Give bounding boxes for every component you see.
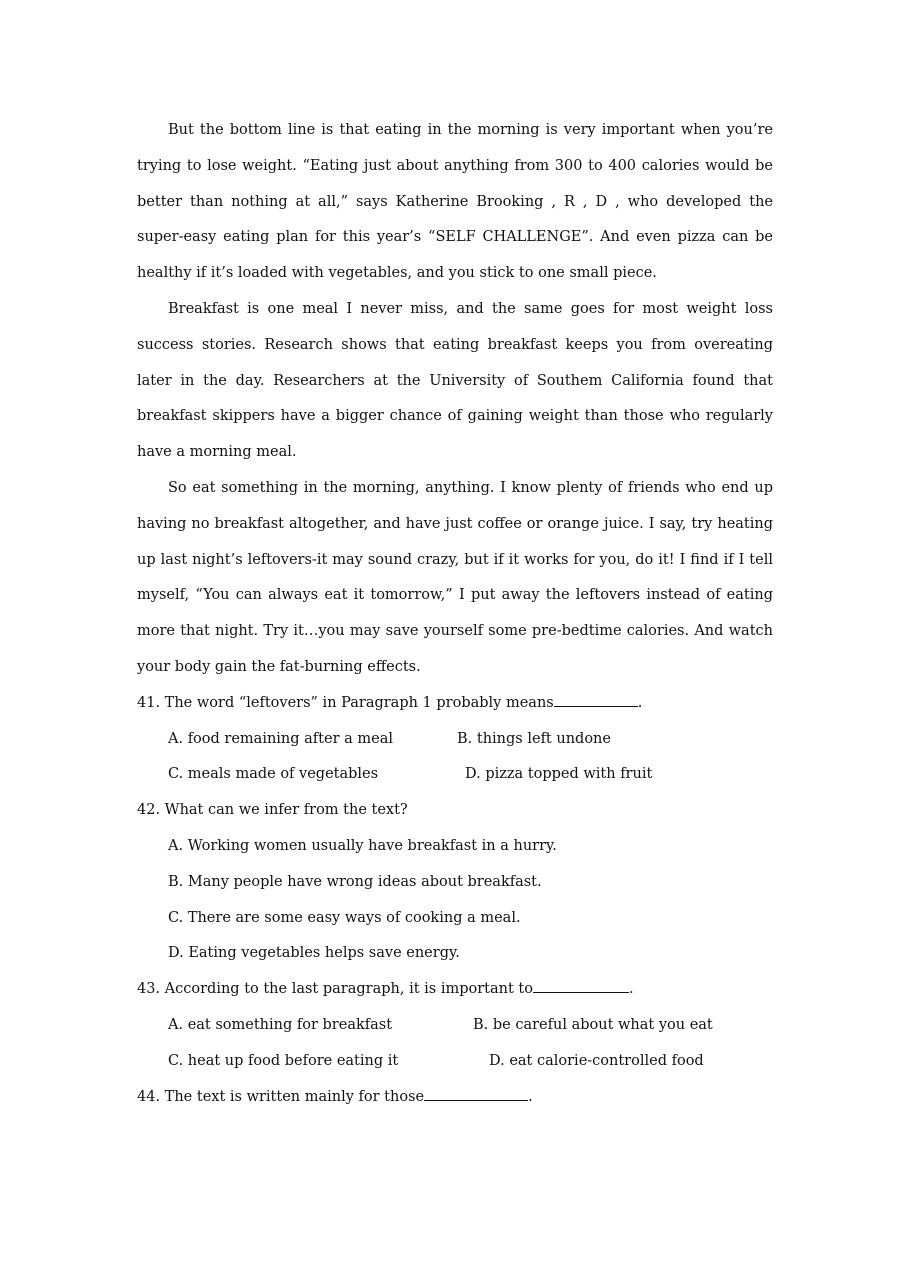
option-c: C. meals made of vegetables: [168, 766, 379, 783]
paragraph-1: But the bottom line is that eating in the morning is very important when you’re trying to lose weight. “Eating just about anything from 300 to 400 calories would be better than nothing at all,” says Katherine Brooking , R , D , who developed the super-easy eating plan for this year’s “SELF CHALLENGE”. And even pizza can be healthy if it’s loaded with vegetables, and you stick to one small piece.: [137, 122, 773, 282]
question-42-stem: 42. What can we infer from the text?: [137, 802, 408, 819]
answer-blank: [533, 978, 629, 993]
option-d: D. Eating vegetables helps save energy.: [168, 945, 460, 962]
question-42: [137, 793, 773, 829]
document-page: [137, 113, 773, 1115]
question-41: 41. The word “leftovers” in Paragraph 1 probably means .: [137, 686, 773, 722]
paragraph-3: So eat something in the morning, anything. I know plenty of friends who end up having no breakfast altogether, and have just coffee or orange juice. I say, try heating up last night’s leftovers-it may sound crazy, but if it works for you, do it! I find if I tell myself, “You can always eat it tomorrow,” I put away the leftovers instead of eating more that night. Try it…you may save yourself some pre-bedtime calories. And watch your body gain the fat-burning effects.: [137, 479, 773, 675]
option-c: C. heat up food before eating it: [168, 1052, 399, 1069]
question-43-options-row-2: [168, 1044, 773, 1080]
option-a: A. Working women usually have breakfast in a hurry.: [168, 837, 557, 854]
option-d: D. pizza topped with fruit: [465, 766, 653, 783]
question-41-stem: 41. The word “leftovers” in Paragraph 1 probably means: [137, 694, 554, 711]
question-44: 44. The text is written mainly for those .: [137, 1080, 773, 1116]
paragraph-2: Breakfast is one meal I never miss, and the same goes for most weight loss success stories. Research shows that eating breakfast keeps you from overeating later in the day. Researchers at the University of Southem California found that breakfast skippers have a bigger chance of gaining weight than those who regularly have a morning meal.: [137, 300, 773, 461]
question-44-stem: 44. The text is written mainly for those: [137, 1088, 425, 1105]
option-a: A. eat something for breakfast: [168, 1016, 393, 1033]
option-b: B. things left undone: [457, 730, 611, 747]
question-43-options-row-1: [168, 1008, 773, 1044]
option-d: D. eat calorie-controlled food: [489, 1052, 704, 1069]
option-b: B. Many people have wrong ideas about breakfast.: [168, 873, 542, 890]
question-43: 43. According to the last paragraph, it is important to .: [137, 972, 773, 1008]
question-43-stem: 43. According to the last paragraph, it is important to: [137, 981, 533, 998]
option-c: C. There are some easy ways of cooking a meal.: [168, 909, 521, 926]
option-b: B. be careful about what you eat: [473, 1016, 713, 1033]
question-41-options-row-1: [168, 722, 773, 758]
answer-blank: [424, 1086, 528, 1101]
option-a: A. food remaining after a meal: [168, 730, 393, 747]
answer-blank: [554, 692, 638, 707]
question-41-options-row-2: [168, 757, 773, 793]
